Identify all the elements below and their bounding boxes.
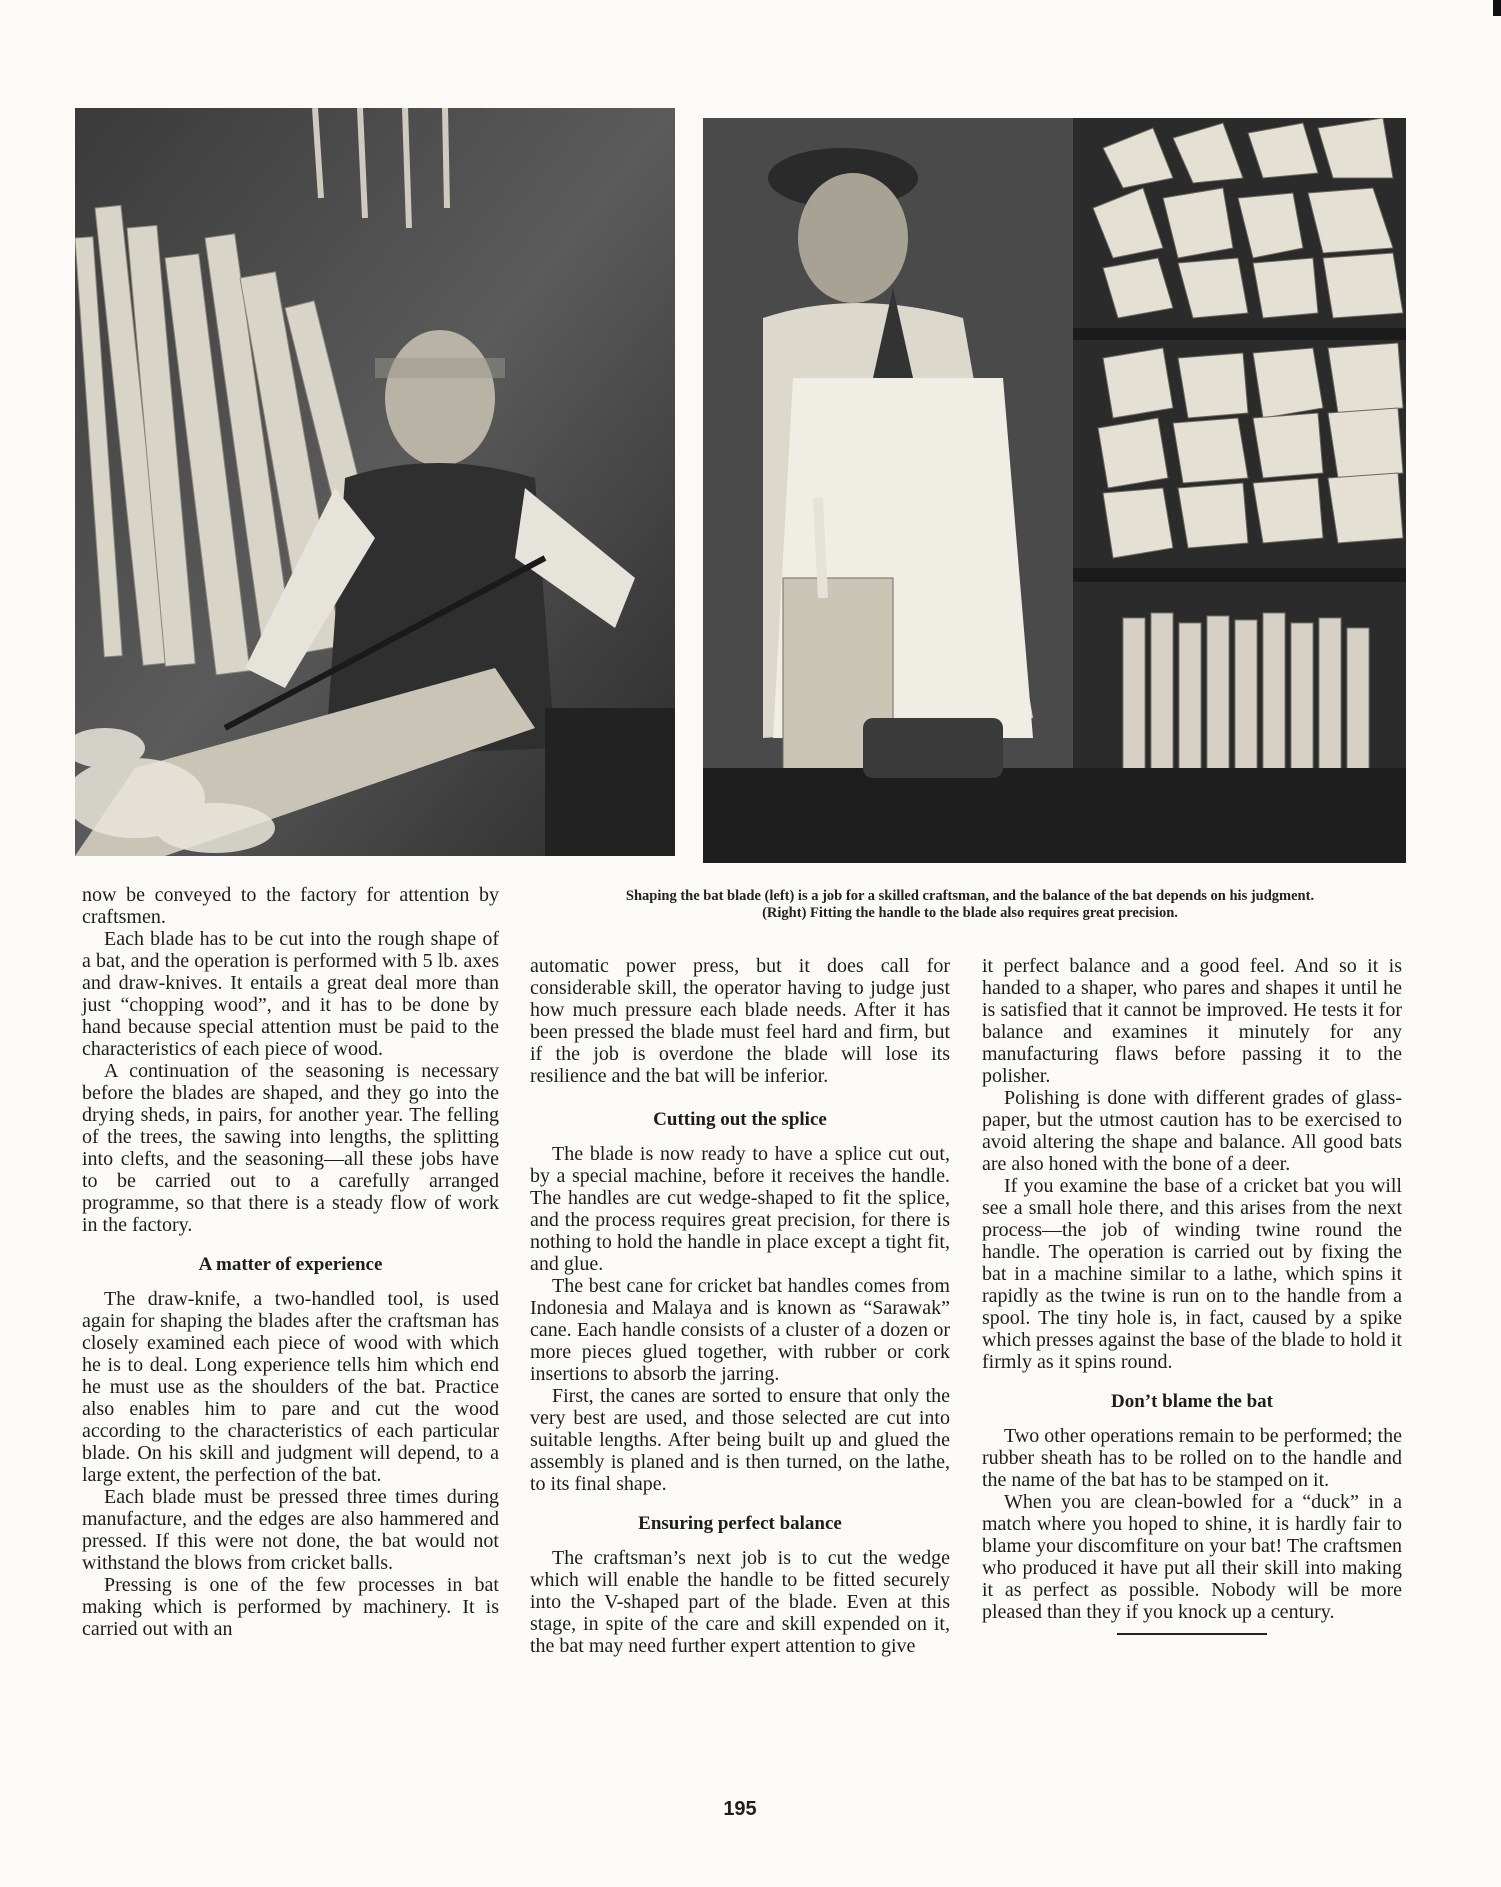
paragraph: now be conveyed to the factory for attention by craftsmen. bbox=[82, 884, 499, 928]
section-heading: A matter of experience bbox=[198, 1254, 383, 1275]
paragraph: Two other operations remain to be performed; the rubber sheath has to be rolled on to the handle and the name of the bat has to be stamped on it. bbox=[982, 1425, 1402, 1491]
paragraph: it perfect balance and a good feel. And so it is handed to a shaper, who pares and shapes it until he is satisfied that it cannot be improved. He tests it for balance and examines it minutely for any manufacturing flaws before passing it to the polisher. bbox=[982, 955, 1402, 1087]
paragraph: A continuation of the seasoning is necessary before the blades are shaped, and they go into the drying sheds, in pairs, for another year. The felling of the trees, the sawing into lengths, the splitting into clefts, and the seasoning—all these jobs have to be carried out to a carefully arranged programme, so that there is a steady flow of work in the factory. bbox=[82, 1060, 499, 1236]
paragraph: If you examine the base of a cricket bat you will see a small hole there, and this arises from the next process—the job of winding twine round the handle. The operation is carried out by fixing the bat in a machine similar to a lathe, which spins it rapidly as the twine is run on to the handle from a spool. The tiny hole is, in fact, caused by a spike which presses against the base of the blade to hold it firmly as it spins round. bbox=[982, 1175, 1402, 1373]
caption-line-1: Shaping the bat blade (left) is a job for a skilled craftsman, and the balance of the bat depends on his judgment. bbox=[625, 888, 1315, 904]
photo-craftsman-shaping-blade bbox=[75, 108, 675, 856]
paragraph: First, the canes are sorted to ensure that only the very best are used, and those selected are cut into suitable lengths. After being built up and glued the assembly is planed and is then turned, on the lathe, to its final shape. bbox=[530, 1385, 950, 1495]
paragraph: automatic power press, but it does call for considerable skill, the operator having to judge just how much pressure each blade needs. After it has been pressed the blade must feel hard and firm, but if the job is overdone the blade will lose its resilience and the bat will be inferior. bbox=[530, 955, 950, 1087]
paragraph: When you are clean-bowled for a “duck” in a match where you hoped to shine, it is hardly fair to blame your discomfiture on your bat! The craftsmen who produced it have put all their skill into making it as perfect as possible. Nobody will be more pleased than they if you knock up a century. bbox=[982, 1491, 1402, 1623]
article-end-rule bbox=[1117, 1633, 1267, 1635]
photo-craftsman-fitting-handle bbox=[703, 118, 1406, 863]
paragraph: Each blade has to be cut into the rough shape of a bat, and the operation is performed with 5 lb. axes and draw-knives. It entails a great deal more than just “chopping wood”, and it has to be done by hand because special attention must be paid to the characteristics of each piece of wood. bbox=[82, 928, 499, 1060]
corner-registration-mark bbox=[1493, 0, 1501, 16]
paragraph: The blade is now ready to have a splice cut out, by a special machine, before it receives the handle. The handles are cut wedge-shaped to fit the splice, and the process requires great precision, for there is nothing to hold the handle in place except a tight fit, and glue. bbox=[530, 1143, 950, 1275]
section-heading: Ensuring perfect balance bbox=[638, 1513, 842, 1534]
photo-right-illustration bbox=[703, 118, 1406, 863]
paragraph: The draw-knife, a two-handled tool, is used again for shaping the blades after the craftsman has closely examined each piece of wood with which he is to deal. Long experience tells him which end he must use as the shoulders of the bat. Practice also enables him to pare and cut the wood according to the characteristics of each particular blade. On his skill and judgment will depend, to a large extent, the perfection of the bat. bbox=[82, 1288, 499, 1486]
section-heading: Don’t blame the bat bbox=[1110, 1391, 1274, 1412]
photo-left-illustration bbox=[75, 108, 675, 856]
paragraph: Polishing is done with different grades of glass-paper, but the utmost caution has to be exercised to avoid altering the shape and balance. All good bats are also honed with the bone of a deer. bbox=[982, 1087, 1402, 1175]
paragraph: Pressing is one of the few processes in bat making which is performed by machinery. It is carried out with an bbox=[82, 1574, 499, 1640]
article-column-2 bbox=[530, 955, 950, 1657]
caption-line-2: (Right) Fitting the handle to the blade also requires great precision. bbox=[762, 905, 1178, 921]
article-column-1 bbox=[82, 884, 499, 1640]
paragraph: The best cane for cricket bat handles comes from Indonesia and Malaya and is known as “Sarawak” cane. Each handle consists of a cluster of a dozen or more pieces glued together, with rubber or cork insertions to absorb the jarring. bbox=[530, 1275, 950, 1385]
photo-caption bbox=[530, 888, 1410, 922]
paragraph: Each blade must be pressed three times during manufacture, and the edges are also hammered and pressed. If this were not done, the bat would not withstand the blows from cricket balls. bbox=[82, 1486, 499, 1574]
article-column-3 bbox=[982, 955, 1402, 1635]
section-heading: Cutting out the splice bbox=[653, 1109, 827, 1130]
paragraph: The craftsman’s next job is to cut the wedge which will enable the handle to be fitted securely into the V-shaped part of the blade. Even at this stage, in spite of the care and skill expended on it, the bat may need further expert attention to give bbox=[530, 1547, 950, 1657]
page-number: 195 bbox=[723, 1798, 757, 1820]
